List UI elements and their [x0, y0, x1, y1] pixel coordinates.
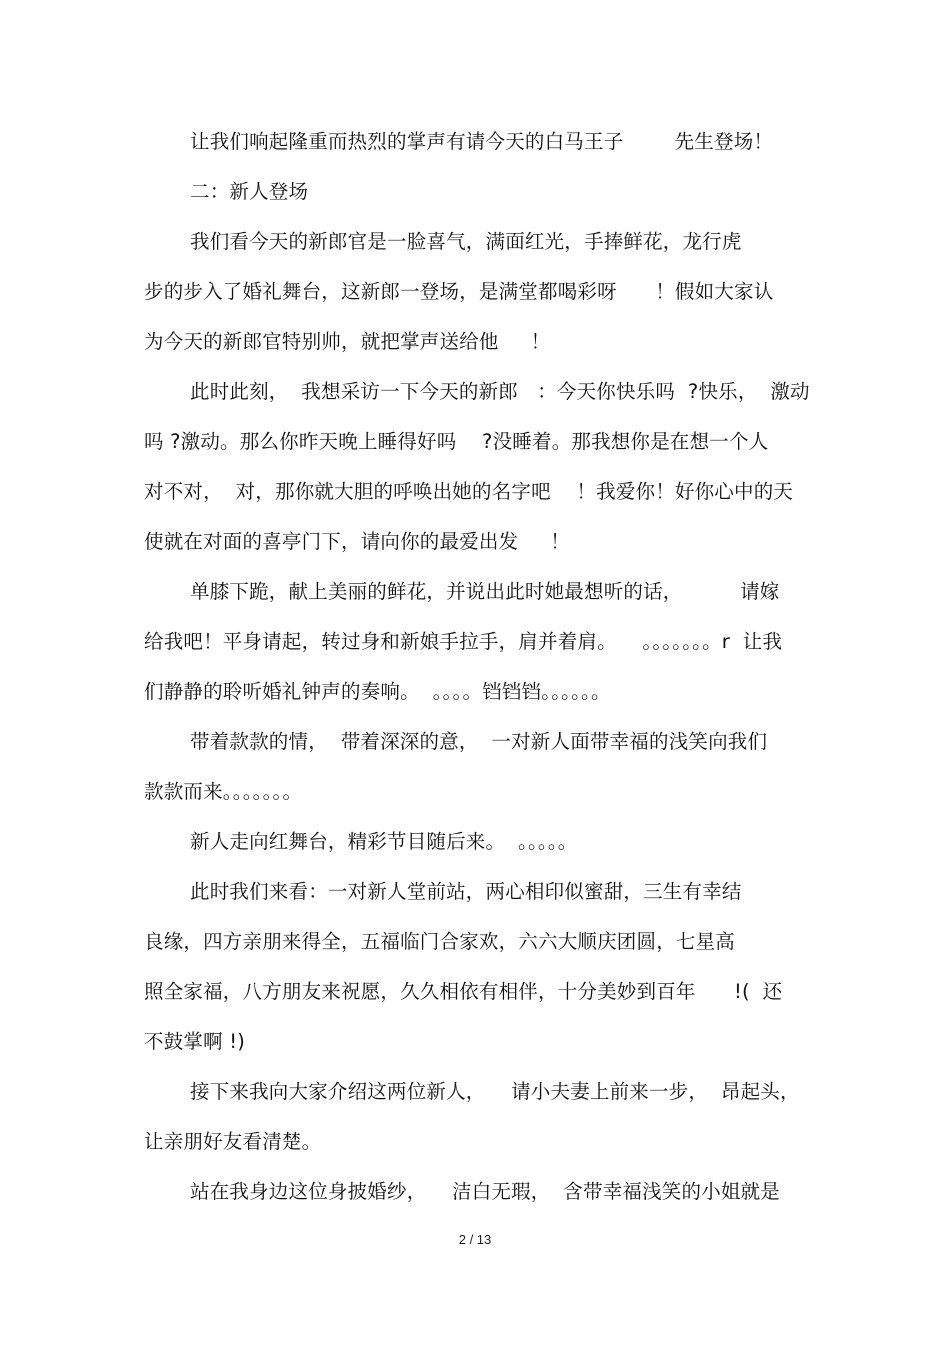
text-line-22: 站在我身边这位身披婚纱， 洁白无瑕， 含带幸福浅笑的小姐就是: [190, 1180, 780, 1203]
text-line-16: 此时我们来看：一对新人堂前站，两心相印似蜜甜，三生有幸结: [190, 880, 742, 903]
text-line-11: 给我吧！平身请起，转过身和新娘手拉手，肩并着肩。 。。。。。。。r 让我: [144, 630, 783, 653]
text-line-14: 款款而来。。。。。。。: [144, 780, 303, 803]
text-line-4: 步的步入了婚礼舞台，这新郎一登场，是满堂都喝彩呀 ！假如大家认: [144, 280, 774, 303]
section-heading: 二：新人登场: [190, 180, 309, 203]
text-line-12: 们静静的聆听婚礼钟声的奏响。 。。。。铛铛铛。。。。。。: [144, 680, 611, 703]
text-line-15: 新人走向红舞台，精彩节目随后来。 。。。。。: [190, 830, 578, 853]
text-line-19: 不鼓掌啊 !): [144, 1030, 246, 1053]
page-number: 2 / 13: [458, 1232, 492, 1247]
text-line-7: 吗 ?激动。那么你昨天晚上睡得好吗 ?没睡着。那我想你是在想一个人: [144, 430, 769, 453]
text-line-13: 带着款款的情， 带着深深的意， 一对新人面带幸福的浅笑向我们: [190, 730, 768, 753]
text-line-10: 单膝下跪，献上美丽的鲜花，并说出此时她最想听的话， 请嫁: [190, 580, 780, 603]
text-line-9: 使就在对面的喜亭门下，请向你的最爱出发 ！: [144, 530, 570, 553]
text-line-21: 让亲朋好友看清楚。: [144, 1130, 322, 1153]
text-line-3: 我们看今天的新郎官是一脸喜气，满面红光，手捧鲜花，龙行虎: [190, 230, 742, 253]
text-line-8: 对不对， 对，那你就大胆的呼唤出她的名字吧 ！我爱你！好你心中的天: [144, 480, 794, 503]
text-line-6: 此时此刻， 我想采访一下今天的新郎 ：今天你快乐吗 ?快乐， 激动: [190, 380, 810, 403]
text-line-1: 让我们响起隆重而热烈的掌声有请今天的白马王子 先生登场！: [190, 130, 774, 153]
text-line-18: 照全家福，八方朋友来祝愿，久久相依有相伴，十分美妙到百年 !( 还: [144, 980, 783, 1003]
text-line-17: 良缘，四方亲朋来得全，五福临门合家欢，六六大顺庆团圆，七星高: [144, 930, 736, 953]
text-line-20: 接下来我向大家介绍这两位新人， 请小夫妻上前来一步， 昂起头，: [190, 1080, 800, 1103]
text-line-5: 为今天的新郎官特别帅，就把掌声送给他 ！: [144, 330, 551, 353]
